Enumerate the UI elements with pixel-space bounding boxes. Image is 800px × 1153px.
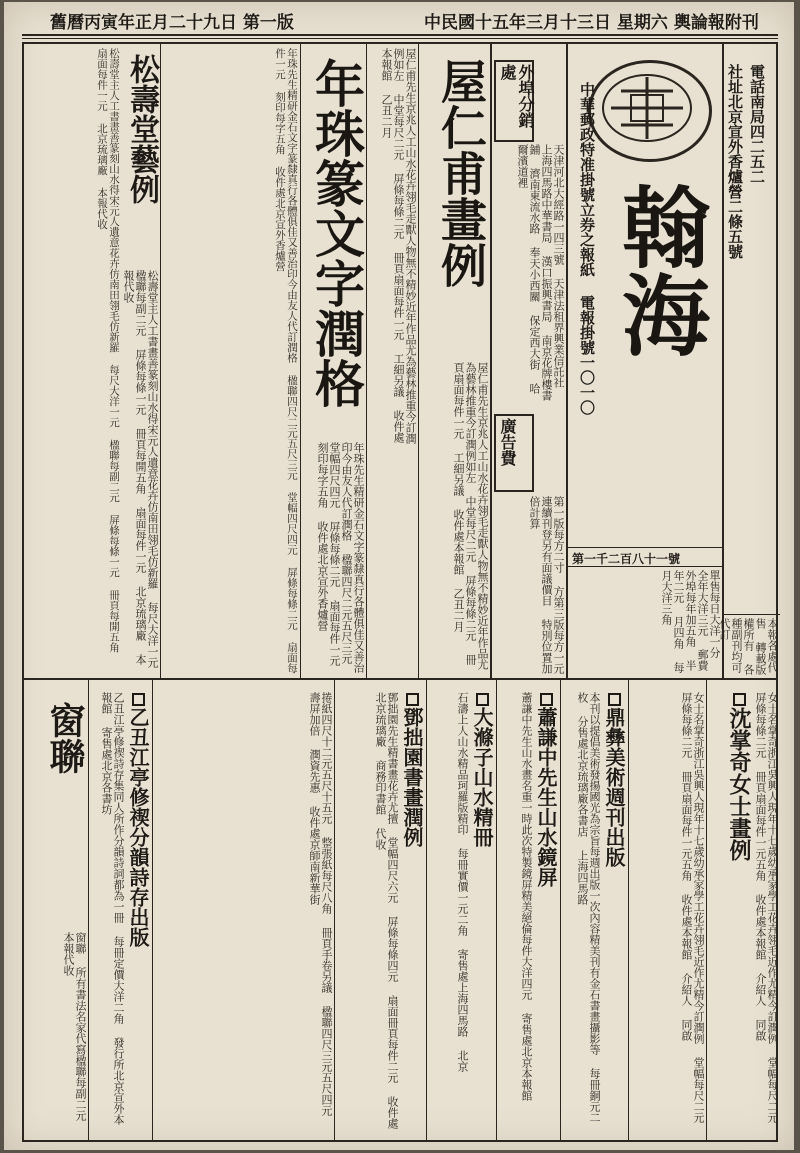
b-rule-7 (152, 680, 153, 1142)
notice-text-1b: 屋仁甫先生京兆人工山水花卉翎毛走獸人物無不精妙近年作品尤為藝林推重今訂潤例如左 中堂每尺二元 屏條每條二元 冊頁扇面每件一元 工細另議 收件處本報館 乙丑二月 (380, 48, 417, 444)
bottom-text-1b: 女士名掌奇浙江吳興人現年十七歲幼承家學工花卉翎毛近作尤精今訂潤例 堂幅每尺二元 屏條每條二元 冊頁扇面每件一元五角 收件處本報館 介紹人 同啟 (680, 692, 705, 1123)
bottom-title-2: 鼎彝美術週刊出版 (602, 692, 626, 1132)
col-rule-4 (160, 42, 161, 678)
issue-rule-2 (568, 566, 722, 567)
notice-text-1: 屋仁甫先生京兆人工山水花卉翎毛走獸人物無不精妙近年作品尤為藝林推重今訂潤例如左 中堂每尺二元 屏條每條二元 冊頁扇面每件一元 工細另議 收件處本報館 乙丑二月 (452, 362, 489, 670)
notice-text-2b: 年珠先生精研金石文字篆隸真行各體俱佳又善治印今由友人代訂潤格 楹聯四尺二元五尺三元 堂幅四尺四元 屏條每條二元 扇面每件一元 刻印每字五角 收件處北京宣外香爐營 (274, 48, 298, 674)
notice-title-2: 年珠篆文字潤格 (307, 58, 365, 408)
b-rule-5 (426, 680, 427, 1142)
ad-text: 第一版每方二寸 方第三版每方一元 連續刊登另有面議價目 特別位置加倍計算 (528, 496, 565, 674)
ad-label-box (494, 414, 534, 492)
notice-title-1: 屋仁甫畫例 (434, 58, 488, 288)
b-rule-8 (88, 680, 89, 1142)
col-rule-2 (366, 42, 367, 678)
bottom-text-5: 鄧拙園先生精書畫花卉尤擅 堂幅四尺六元 屏條每條四元 扇面冊頁每件二元 收件處北京琉璃廠 商務印書館 代收 (374, 692, 399, 1129)
b-rule-2 (628, 680, 629, 1142)
bottom-title-3: 蕭謙中先生山水鏡屏 (534, 692, 558, 1132)
header-date-right: 舊曆丙寅年正月二十九日 第一版 (50, 13, 294, 33)
b-rule-1 (706, 680, 707, 1142)
masthead-address: 社址北京宣外香爐營二條五號 (726, 64, 744, 259)
b-rule-6 (334, 680, 335, 1142)
notice-text-2: 年珠先生精研金石文字篆隸真行各體俱佳又善治印今由友人代訂潤格 楹聯四尺二元五尺三元 堂幅四尺四元 屏條每條二元 扇面每件一元 刻印每字五角 收件處北京宣外香爐營 (316, 442, 365, 673)
sellers-note: 本報各處代售 轉載版權所有 各種副刊均可代訂 (718, 618, 779, 675)
bottom-text-4: 石濤上人山水精品珂羅版精印 每冊實價一元二角 寄售處上海四馬路 北京 (456, 692, 469, 1072)
col-rule-1 (418, 42, 419, 678)
notice-text-3: 松壽堂主人工書畫善篆刻山水得宋元人遺意花卉仿南田翎毛仿新羅 每尺大洋一元 楹聯每副二元 屏條每條一元 冊頁每開五角 扇面每件一元 北京琉璃廠 本報代收 (122, 270, 159, 668)
col-rule-3 (300, 42, 301, 678)
branch-border (490, 42, 492, 678)
b-rule-3 (560, 680, 561, 1142)
issue-rule (568, 547, 722, 548)
header-date-left: 中民國十五年三月十三日 星期六 輿論報附刊 (424, 13, 759, 33)
bottom-text-3: 蕭謙中先生山水畫名重一時此次特製鏡屏精美絕倫每件大洋四元 寄售處北京本報館 (520, 692, 533, 1101)
newspaper-page (4, 2, 794, 1150)
bottom-text-7: 乙丑江亭修禊詩存集同人所作分韻詩詞都為一冊 每冊定價大洋二角 發行所北京宣外本報館 寄售處北京各書坊 (100, 692, 125, 1125)
bottom-title-1: 沈掌奇女士畫例 (726, 692, 752, 1132)
header-rule (22, 34, 778, 36)
masthead-seal (588, 60, 712, 162)
bottom-title-7: 乙丑江亭修禊分韻詩存出版 (126, 692, 150, 1132)
sellers-rule (722, 614, 780, 615)
masthead-phone: 電話南局四二五二 (748, 64, 766, 184)
branch-label: 外埠分銷處 (498, 64, 535, 128)
masthead-title: 翰海 (608, 182, 711, 358)
ad-label: 廣告費 (498, 418, 517, 466)
bottom-title-8: 窗聯 (44, 702, 85, 774)
seal-emblem-icon (591, 63, 703, 153)
header-rule-thin (22, 38, 778, 39)
masthead-postal-note: 中華郵政特准掛號立券之報紙 電報掛號一〇一〇 (578, 82, 596, 415)
bottom-title-5: 鄧拙園書畫潤例 (400, 692, 424, 1132)
bottom-text-6: 捲紙四尺十二元五尺十五元 整張紙每尺八角 冊頁手卷另議 楹聯四尺三元五尺四元 壽屏加倍 潤資先惠 收件處京師南新華街 (308, 692, 333, 1116)
issue-number: 第一千二百八十一號 (572, 552, 681, 566)
price-box: 單售每日大洋一分 全年大洋三元 郵費外埠每年加五角 半年二元 月四角 每月大洋三角 (660, 570, 721, 673)
branch-label-box (494, 60, 534, 142)
bottom-text-1a: 女士名掌奇浙江吳興人現年十七歲幼承家學工花卉翎毛近作尤精今訂潤例 堂幅每尺二元 屏條每條二元 冊頁扇面每件一元五角 收件處本報館 介紹人 同啟 (754, 692, 779, 1123)
bottom-text-8: 窗聯 所有書法名家代寫楹聯每副二元 本報代收 (62, 932, 87, 1121)
bottom-title-4: 大滌子山水精冊 (470, 692, 494, 1132)
b-rule-4 (496, 680, 497, 1142)
masthead-left-border (566, 42, 568, 678)
notice-text-3b: 松壽堂主人工書畫善篆刻山水得宋元人遺意花卉仿南田翎毛仿新羅 每尺大洋一元 楹聯每副二元 屏條每條一元 冊頁每開五角 扇面每件一元 北京琉璃廠 本報代收 (96, 48, 120, 653)
notice-title-3: 松壽堂藝例 (124, 54, 159, 204)
bottom-text-2: 本刊以提倡美術發揚國光為宗旨每週出版一次內容精美刊有金石書畫攝影等 每冊銅元二枚 分售處北京琉璃廠各書店 上海四馬路 (576, 692, 601, 1123)
branch-text: 天津河北大經路一四三號 天津法租界興業信託社 上海四馬路中華書局 漢口振興書局 南京花牌樓書鋪 濟南東流水路 奉天小西關 保定西大街 哈爾濱道裡 (516, 144, 565, 401)
section-divider (22, 678, 778, 680)
